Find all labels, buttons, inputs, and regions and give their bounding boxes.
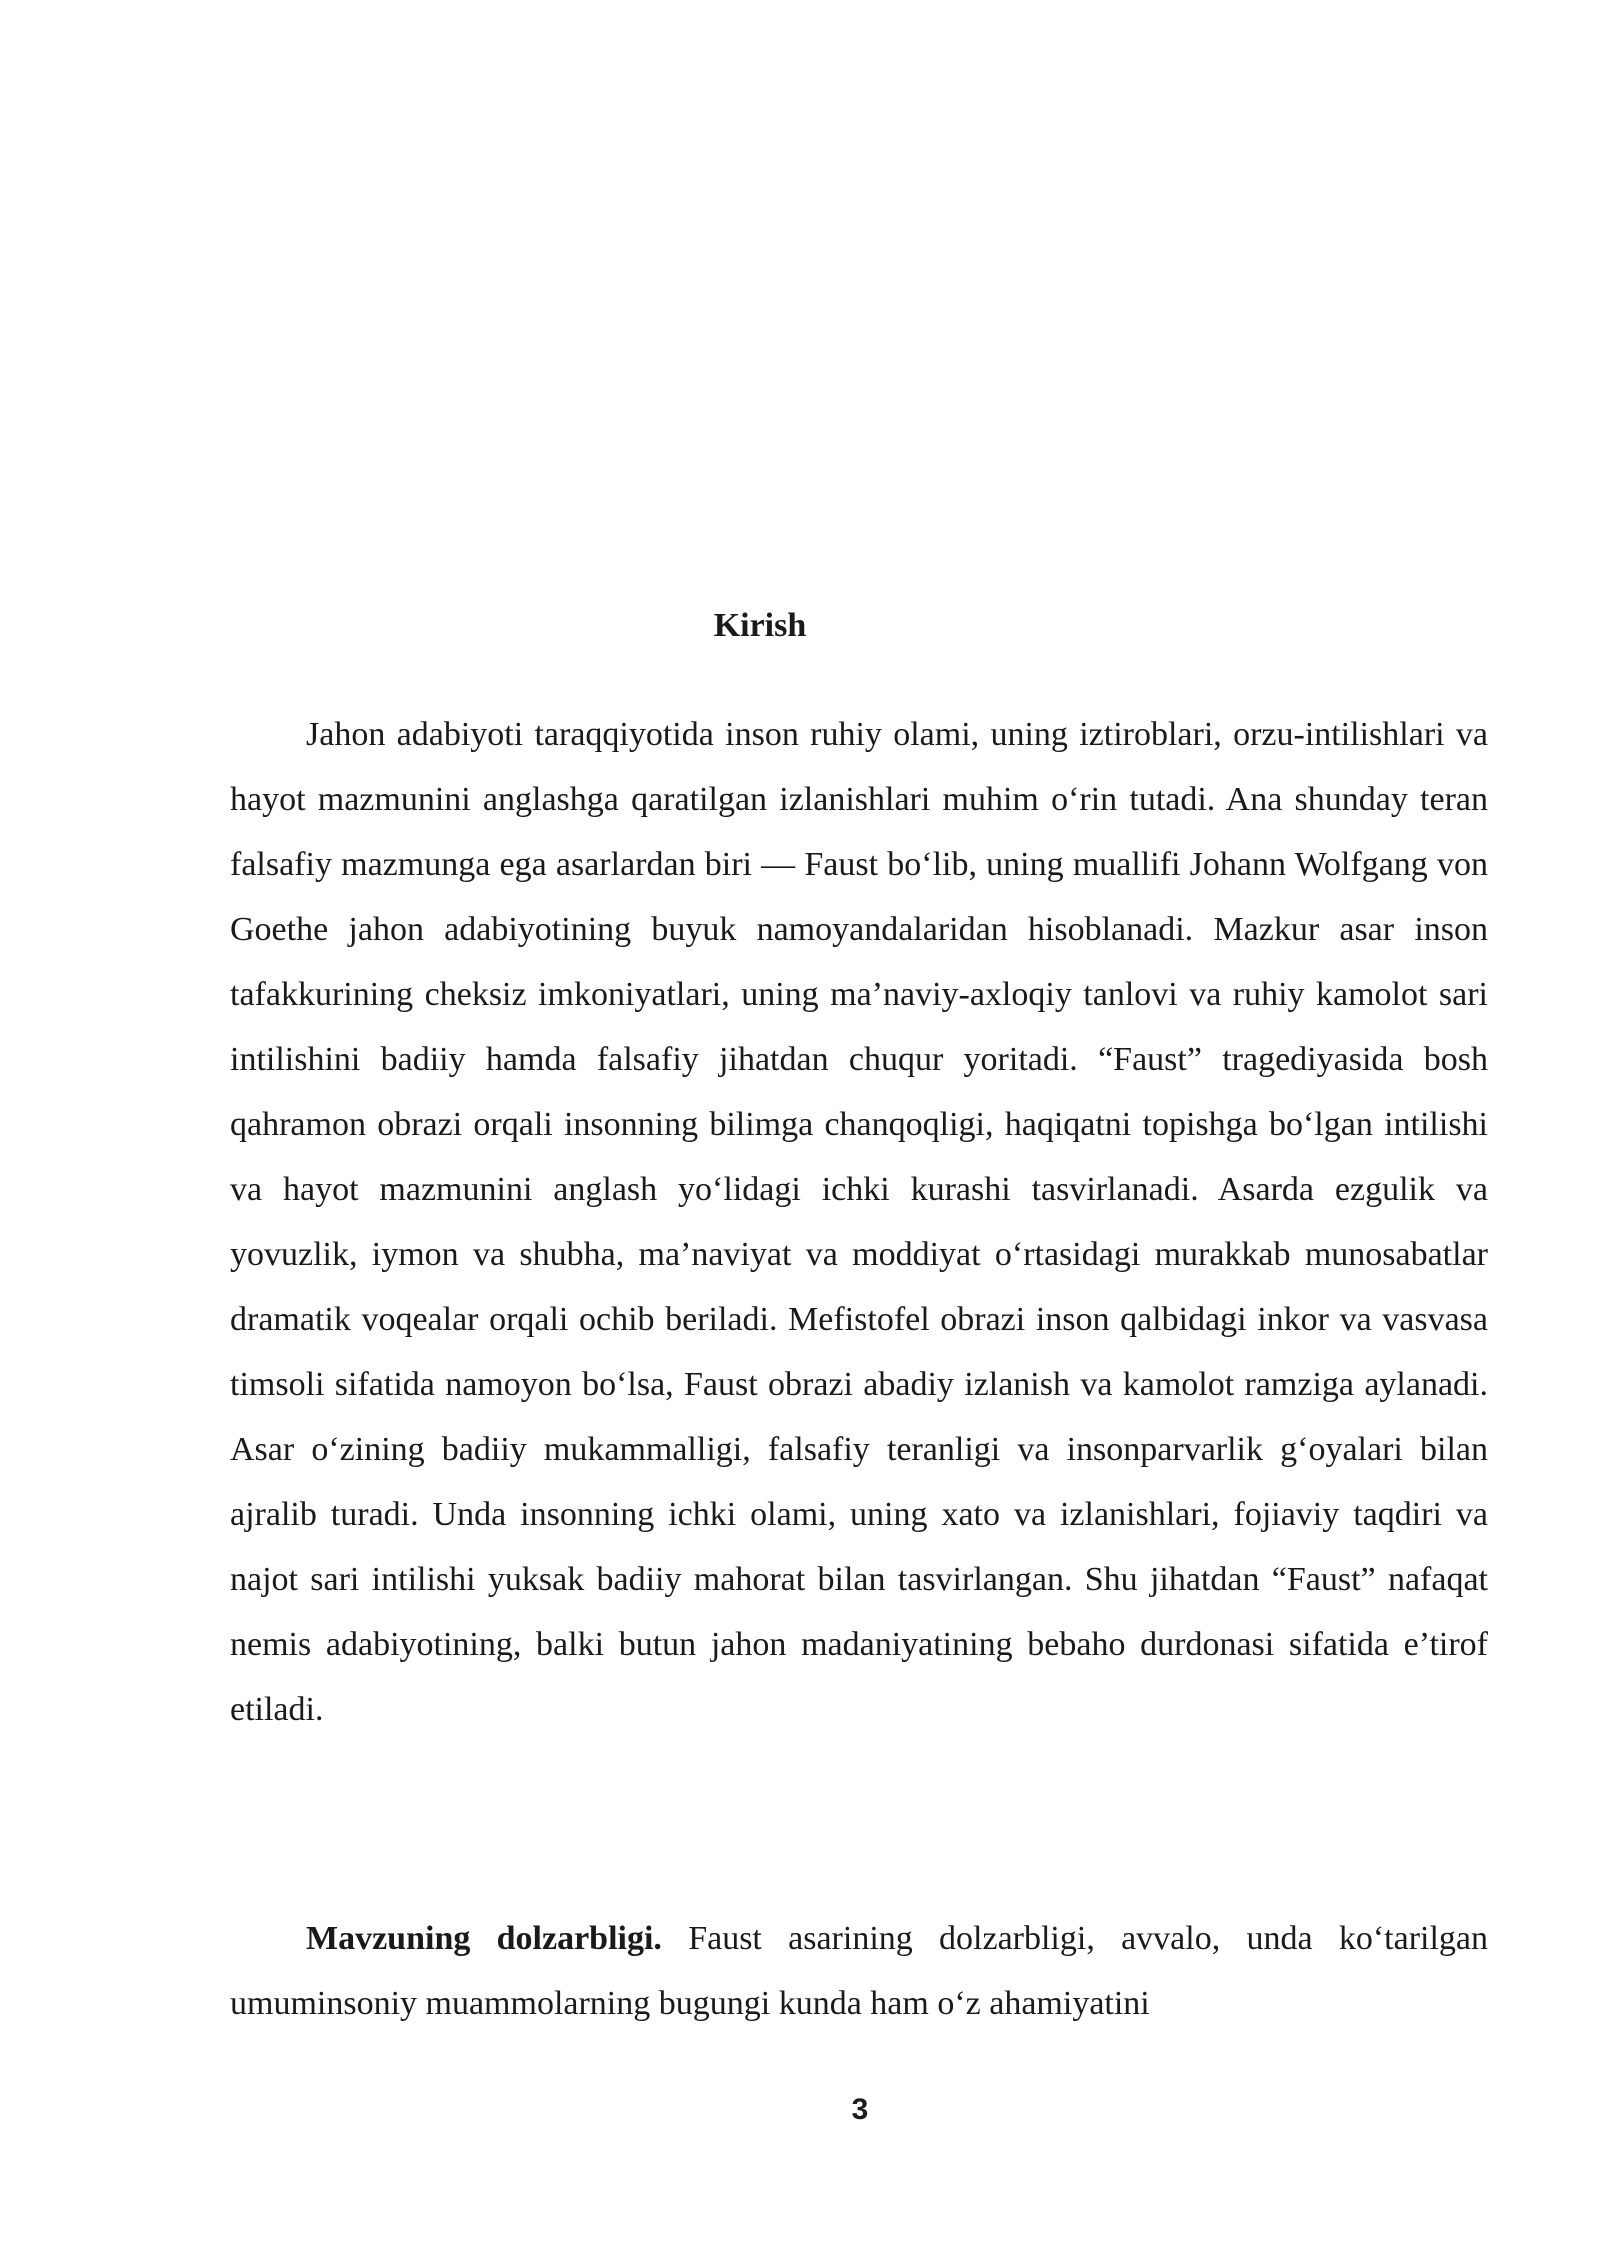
relevance-paragraph-lead: Mavzuning dolzarbligi. [306,1920,662,1957]
relevance-paragraph [230,1906,1488,2036]
section-heading: Kirish [713,607,807,644]
relevance-paragraph-text: Faust asarining dolzarbligi, avvalo, unda ko‘tarilgan umuminsoniy muammolarning bugungi kunda ham o‘z ahamiyatini [230,1920,1488,2022]
intro-paragraph: Jahon adabiyoti taraqqiyotida inson ruhiy olami, uning iztiroblari, orzu-intilishlari va hayot mazmunini anglashga qaratilgan izlanishlari muhim o‘rin tutadi. Ana shunday teran falsafiy mazmunga ega asarlardan biri — Faust bo‘lib, uning muallifi Johann Wolfgang von Goethe jahon adabiyotining buyuk namoyandalaridan hisoblanadi. Mazkur asar inson tafakkurining cheksiz imkoniyatlari, uning ma’naviy-axloqiy tanlovi va ruhiy kamolot sari intilishini badiiy hamda falsafiy jihatdan chuqur yoritadi. “Faust” tragediyasida bosh qahramon obrazi orqali insonning bilimga chanqoqligi, haqiqatni topishga bo‘lgan intilishi va hayot mazmunini anglash yo‘lidagi ichki kurashi tasvirlanadi. Asarda ezgulik va yovuzlik, iymon va shubha, ma’naviyat va moddiyat o‘rtasidagi murakkab munosabatlar dramatik voqealar orqali ochib beriladi. Mefistofel obrazi inson qalbidagi inkor va vasvasa timsoli sifatida namoyon bo‘lsa, Faust obrazi abadiy izlanish va kamolot ramziga aylanadi. Asar o‘zining badiiy mukammalligi, falsafiy teranligi va insonparvarlik g‘oyalari bilan ajralib turadi. Unda insonning ichki olami, uning xato va izlanishlari, fojiaviy taqdiri va najot sari intilishi yuksak badiiy mahorat bilan tasvirlangan. Shu jihatdan “Faust” nafaqat nemis adabiyotining, balki butun jahon madaniyatining bebaho durdonasi sifatida e’tirof etiladi. [230,716,1488,1728]
page-number: 3 [851,2093,869,2126]
